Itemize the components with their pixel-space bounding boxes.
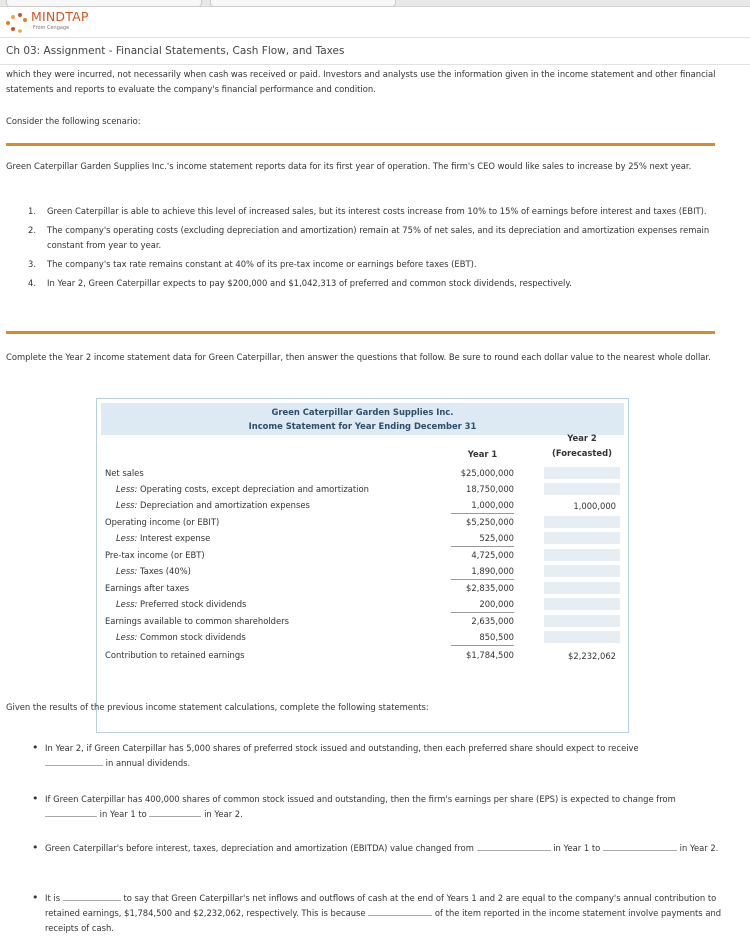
table-row	[97, 465, 628, 481]
question-list	[32, 792, 722, 822]
question-text: to say that Green Caterpillar's net inflows and outflows of cash at the end of Years 1 and 2 are equal to the company's annual contribution to retained earnings, $1,784,500 and $2,232,062, respectively. This is because	[45, 893, 717, 918]
year1-value: 850,500	[451, 630, 514, 646]
table-row	[97, 629, 628, 645]
year1-value: 525,000	[451, 531, 514, 547]
row-label	[116, 564, 191, 579]
row-label: Pre-tax income (or EBT)	[105, 550, 205, 560]
assignment-content	[0, 65, 750, 946]
bullet-icon: •	[32, 891, 39, 904]
less-prefix: Less:	[116, 484, 138, 494]
table-row	[97, 613, 628, 629]
year2-label: Year 2	[567, 433, 597, 443]
company-name: Green Caterpillar Garden Supplies Inc.	[271, 407, 454, 417]
question-item	[32, 792, 722, 822]
year2-value: $2,232,062	[543, 648, 621, 662]
row-label: Contribution to retained earnings	[105, 650, 245, 660]
year1-value: 2,635,000	[471, 616, 514, 626]
row-desc: Preferred stock dividends	[137, 599, 247, 609]
question-text: in Year 2.	[679, 843, 719, 853]
year2-input[interactable]	[543, 482, 621, 496]
year2-input[interactable]	[543, 466, 621, 480]
year2-sublabel: (Forecasted)	[552, 448, 612, 458]
answer-blank[interactable]	[477, 842, 551, 851]
browser-tab[interactable]	[210, 0, 396, 7]
less-prefix: Less:	[116, 599, 138, 609]
answer-blank[interactable]	[603, 842, 677, 851]
scenario-paragraph: Green Caterpillar Garden Supplies Inc.'s income statement reports data for its first year of operation. The firm's CEO would like sales to increase by 25% next year.	[6, 161, 692, 171]
row-label: Operating income (or EBIT)	[105, 517, 220, 527]
year2-input[interactable]	[543, 515, 621, 529]
row-desc: Interest expense	[137, 533, 211, 543]
answer-blank[interactable]	[149, 808, 201, 817]
less-prefix: Less:	[116, 533, 138, 543]
column-header-year2	[537, 431, 627, 461]
row-label	[116, 531, 210, 546]
list-text: In Year 2, Green Caterpillar expects to pay $200,000 and $1,042,313 of preferred and common stock dividends, respectively.	[47, 278, 572, 288]
question-text: In Year 2, if Green Caterpillar has 5,000 shares of preferred stock issued and outstanding, then each preferred share should expect to receive	[45, 743, 639, 753]
list-item	[28, 276, 718, 291]
table-row	[97, 530, 628, 546]
mindtap-logo-icon[interactable]	[4, 12, 30, 34]
year1-value: 18,750,000	[466, 484, 514, 494]
list-number: 4.	[28, 278, 36, 288]
question-list	[32, 841, 722, 856]
bullet-icon: •	[32, 741, 39, 754]
page-title: Ch 03: Assignment - Financial Statements, Cash Flow, and Taxes	[6, 45, 345, 57]
row-label	[116, 482, 369, 497]
year2-value: 1,000,000	[543, 498, 621, 512]
brand-subtitle: From Cengage	[33, 25, 70, 31]
question-text: in Year 1 to	[99, 809, 147, 819]
year2-input[interactable]	[543, 597, 621, 611]
row-desc: Taxes (40%)	[137, 566, 191, 576]
question-item	[32, 741, 722, 771]
list-item	[28, 257, 718, 272]
question-text: in Year 2.	[204, 809, 243, 819]
question-text: of the item reported in the income statement involve payments and receipts of cash.	[45, 908, 722, 933]
statement-subtitle: Income Statement for Year Ending December 31	[248, 421, 477, 431]
less-prefix: Less:	[116, 566, 138, 576]
list-item	[28, 204, 718, 219]
answer-blank[interactable]	[45, 757, 103, 766]
row-label: Earnings after taxes	[105, 583, 190, 593]
row-desc: Common stock dividends	[137, 632, 246, 642]
assumptions-list	[28, 204, 718, 295]
table-row	[97, 580, 628, 596]
year2-input[interactable]	[543, 564, 621, 578]
year2-input[interactable]	[543, 581, 621, 595]
year1-value: 1,000,000	[451, 498, 514, 514]
less-prefix: Less:	[116, 500, 138, 510]
table-row	[97, 563, 628, 579]
table-row	[97, 596, 628, 612]
column-header-year1: Year 1	[467, 449, 498, 459]
year2-input[interactable]	[543, 548, 621, 562]
given-text: Given the results of the previous income statement calculations, complete the following statements:	[6, 702, 429, 712]
list-text: Green Caterpillar is able to achieve this level of increased sales, but its interest costs increase from 10% to 15% of earnings before interest and taxes (EBIT).	[47, 206, 707, 216]
year1-value: $1,784,500	[466, 650, 514, 660]
table-row	[97, 514, 628, 530]
answer-blank[interactable]	[368, 907, 432, 916]
row-label: Net sales	[105, 468, 144, 478]
question-text: If Green Caterpillar has 400,000 shares of common stock issued and outstanding, then the firm's earnings per share (EPS) is expected to change from	[45, 794, 676, 804]
less-prefix: Less:	[116, 632, 138, 642]
answer-blank[interactable]	[45, 808, 97, 817]
assignment-title-bar	[0, 37, 750, 65]
year2-input[interactable]	[543, 531, 621, 545]
table-row	[97, 481, 628, 497]
section-divider	[6, 331, 715, 334]
app-header	[0, 7, 750, 37]
year2-input[interactable]	[543, 614, 621, 628]
question-text: Green Caterpillar's before interest, taxes, depreciation and amortization (EBITDA) value changed from	[45, 843, 474, 853]
row-label	[116, 597, 246, 612]
table-row	[97, 547, 628, 563]
row-desc: Depreciation and amortization expenses	[137, 500, 310, 510]
question-text: in Year 1 to	[553, 843, 601, 853]
list-number: 1.	[28, 206, 36, 216]
list-text: The company's tax rate remains constant at 40% of its pre-tax income or earnings before taxes (EBT).	[47, 259, 477, 269]
consider-text: Consider the following scenario:	[6, 116, 141, 126]
browser-tab-strip	[0, 0, 750, 7]
question-text: in annual dividends.	[105, 758, 191, 768]
browser-tab[interactable]	[6, 0, 202, 7]
year2-input[interactable]	[543, 630, 621, 644]
table-row	[97, 647, 628, 663]
list-item	[28, 223, 718, 253]
row-label	[116, 630, 246, 645]
intro-paragraph: which they were incurred, not necessarily when cash was received or paid. Investors and analysts use the information given in the income statement and other financial statements and reports to evaluate the company's financial performance and condition.	[6, 69, 716, 94]
question-item	[32, 891, 722, 936]
bullet-icon: •	[32, 792, 39, 805]
year1-value: 4,725,000	[471, 550, 514, 560]
list-number: 2.	[28, 225, 36, 235]
row-label: Earnings available to common shareholders	[105, 616, 289, 626]
question-text: It is	[45, 893, 61, 903]
bullet-icon: •	[32, 841, 39, 854]
instructions-paragraph: Complete the Year 2 income statement data for Green Caterpillar, then answer the questions that follow. Be sure to round each dollar value to the nearest whole dollar.	[6, 352, 711, 362]
income-statement-table	[96, 398, 629, 733]
year1-value: 200,000	[451, 597, 514, 613]
brand-name: MINDTAP	[31, 9, 89, 24]
row-label	[116, 498, 310, 513]
year1-value: $2,835,000	[466, 583, 514, 593]
row-desc: Operating costs, except depreciation and amortization	[137, 484, 369, 494]
list-number: 3.	[28, 259, 36, 269]
table-row	[97, 497, 628, 513]
year1-value: $5,250,000	[466, 517, 514, 527]
year1-value: 1,890,000	[451, 564, 514, 580]
list-text: The company's operating costs (excluding depreciation and amortization) remain at 75% of net sales, and its depreciation and amortization expenses remain constant from year to year.	[47, 225, 710, 250]
question-list	[32, 741, 722, 771]
year1-value: $25,000,000	[460, 468, 514, 478]
question-item	[32, 841, 722, 856]
section-divider	[6, 143, 715, 146]
answer-blank[interactable]	[63, 892, 121, 901]
question-list	[32, 891, 722, 936]
